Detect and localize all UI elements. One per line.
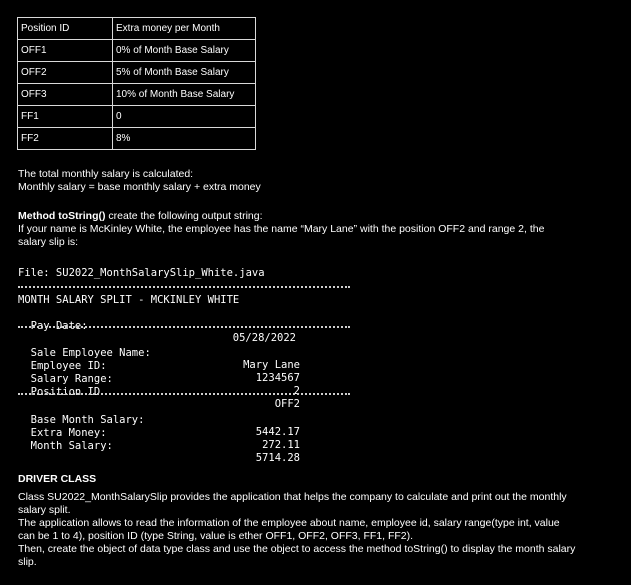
pay-date-value: 05/28/2022 [232,332,296,344]
dotted-divider [18,326,350,328]
method-title-rest: create the following output string: [105,210,263,222]
month-salary-row [18,427,348,465]
table-cell: 10% of Month Base Salary [113,84,256,106]
base-salary-value: 5442.17 [255,426,300,438]
dotted-divider [18,393,350,395]
extra-money-label: Extra Money: [30,426,107,439]
table-cell: FF2 [18,128,113,150]
salary-range-label: Salary Range: [30,372,113,385]
employee-id-value: 1234567 [255,372,300,384]
method-title: Method toString() [18,210,106,222]
table-row [18,106,256,128]
driver-paragraph: Class SU2022_MonthSalarySlip provides the application that helps the company to calculate and print out the monthly salary split. [18,491,567,516]
table-cell: FF1 [18,106,113,128]
calc-line: The total monthly salary is calculated: [18,168,194,180]
driver-paragraph: The application allows to read the information of the employee about name, employee id, salary range(type int, value can be 1 to 4), position ID (type String, value is ether OFF1, OFF2, OFF3, FF1, FF2). [18,517,560,542]
file-line: File: SU2022_MonthSalarySlip_White.java [18,267,265,279]
method-line [18,210,618,223]
position-table [17,17,256,150]
sale-employee-label: Sale Employee Name: [30,346,151,359]
method-line: salary slip is: [18,236,79,248]
calculation-text [18,168,618,194]
table-header-cell: Extra money per Month [113,18,256,40]
table-cell: OFF2 [18,62,113,84]
slip-title: MONTH SALARY SPLIT - MCKINLEY WHITE [18,294,240,306]
table-row [18,62,256,84]
table-cell: OFF3 [18,84,113,106]
method-description [18,210,618,249]
month-salary-value: 5714.28 [255,452,300,464]
salary-range-value: 2 [293,385,300,397]
employee-id-label: Employee ID: [30,359,107,372]
sale-employee-value: Mary Lane [243,359,300,371]
position-label: Position ID [30,385,101,398]
table-row [18,40,256,62]
pay-date-label: Pay Date: [30,319,88,332]
table-row [18,128,256,150]
driver-paragraph: Then, create the object of data type class and use the object to access the method toString() to display the month salary slip. [18,543,576,568]
table-cell: 0 [113,106,256,128]
position-value: OFF2 [274,398,300,410]
month-salary-label: Month Salary: [30,439,113,452]
driver-description [18,491,578,569]
table-cell: OFF1 [18,40,113,62]
table-row [18,84,256,106]
table-cell: 5% of Month Base Salary [113,62,256,84]
table-cell: 8% [113,128,256,150]
table-header-row [18,18,256,40]
driver-title: DRIVER CLASS [18,473,97,485]
table-header-cell: Position ID [18,18,113,40]
calc-line: Monthly salary = base monthly salary + extra money [18,181,261,193]
table-cell: 0% of Month Base Salary [113,40,256,62]
dotted-divider [18,286,350,288]
base-salary-label: Base Month Salary: [30,413,145,426]
method-line: If your name is McKinley White, the employee has the name “Mary Lane” with the position OFF2 and range 2, the [18,223,545,235]
extra-money-value: 272.11 [262,439,300,451]
